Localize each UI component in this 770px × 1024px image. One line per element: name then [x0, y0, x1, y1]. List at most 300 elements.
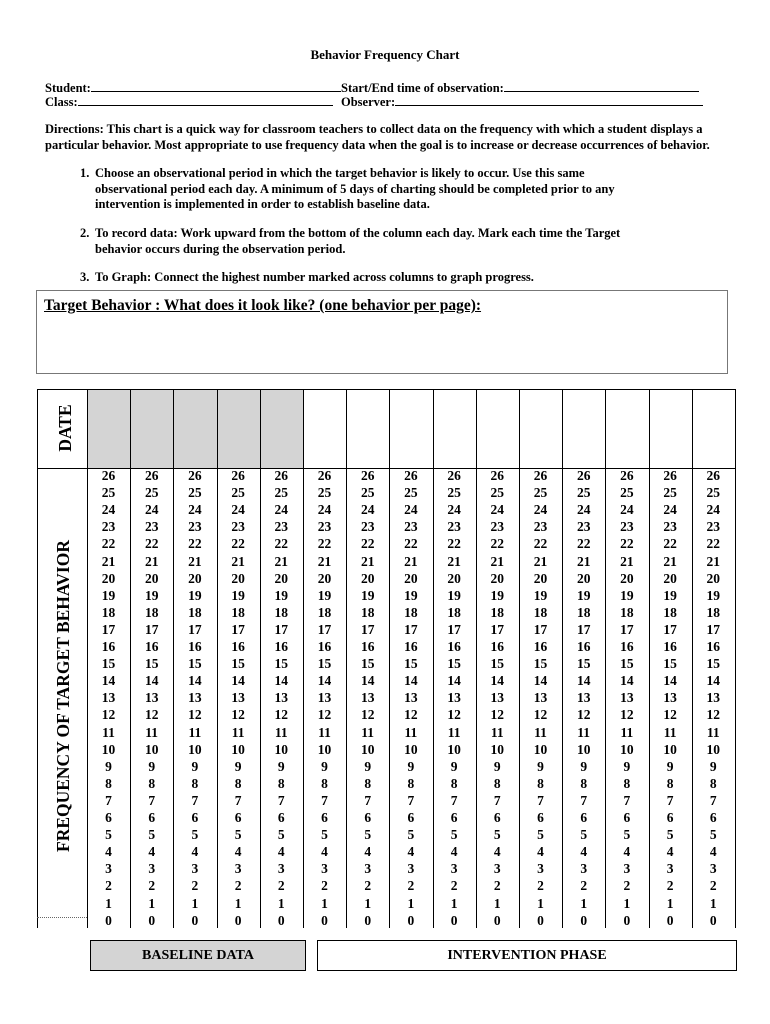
frequency-value: 17 — [274, 621, 289, 637]
frequency-value: 24 — [620, 502, 634, 518]
frequency-value: 24 — [706, 502, 721, 518]
frequency-value: 22 — [404, 536, 418, 552]
frequency-value: 1 — [537, 895, 544, 911]
frequency-value: 7 — [580, 792, 588, 808]
frequency-value: 13 — [360, 690, 375, 706]
frequency-value: 1 — [277, 895, 285, 911]
frequency-value: 13 — [274, 690, 289, 706]
date-entry-cell[interactable] — [303, 390, 346, 468]
date-entry-cell[interactable] — [649, 390, 692, 468]
frequency-value: 15 — [101, 656, 116, 672]
frequency-value: 4 — [277, 844, 285, 860]
frequency-value: 10 — [188, 741, 202, 757]
frequency-value: 0 — [321, 912, 328, 928]
frequency-value: 1 — [148, 895, 156, 911]
frequency-value: 18 — [447, 604, 461, 620]
frequency-value: 16 — [360, 639, 375, 654]
frequency-value: 21 — [274, 553, 289, 569]
frequency-value: 3 — [105, 861, 112, 877]
frequency-value: 2 — [234, 878, 242, 894]
frequency-value: 18 — [144, 604, 159, 620]
frequency-value: 4 — [148, 844, 156, 860]
frequency-value: 15 — [188, 656, 202, 672]
frequency-value: 19 — [490, 587, 505, 603]
frequency-value: 20 — [620, 570, 634, 586]
frequency-value: 19 — [188, 587, 202, 603]
frequency-value: 9 — [105, 758, 112, 774]
frequency-value: 4 — [407, 844, 415, 860]
frequency-value: 3 — [709, 861, 717, 877]
frequency-value: 3 — [450, 861, 458, 877]
frequency-value: 4 — [709, 844, 717, 860]
frequency-value: 17 — [404, 621, 418, 637]
frequency-value: 1 — [191, 895, 199, 911]
frequency-value: 2 — [407, 878, 415, 894]
frequency-value: 11 — [490, 724, 504, 740]
frequency-value: 21 — [404, 553, 418, 569]
frequency-value: 13 — [231, 690, 245, 706]
baseline-data-label: BASELINE DATA — [90, 940, 306, 971]
date-label: DATE — [55, 404, 75, 452]
frequency-value: 5 — [191, 827, 199, 843]
frequency-value: 15 — [533, 656, 548, 672]
frequency-value: 16 — [101, 639, 116, 654]
frequency-value: 7 — [450, 792, 458, 808]
frequency-value: 22 — [360, 536, 375, 552]
step-1-number: 1. — [80, 166, 90, 180]
frequency-value: 20 — [317, 570, 332, 586]
frequency-value: 4 — [364, 844, 372, 860]
frequency-value: 17 — [447, 621, 461, 637]
frequency-value: 8 — [623, 775, 631, 791]
frequency-value: 19 — [576, 587, 591, 603]
frequency-value: 8 — [277, 775, 285, 791]
frequency-value: 11 — [706, 724, 720, 740]
frequency-value: 5 — [709, 827, 717, 843]
frequency-value: 22 — [274, 536, 289, 552]
frequency-value: 11 — [620, 724, 634, 740]
frequency-value: 21 — [188, 553, 202, 569]
frequency-value: 15 — [274, 656, 289, 672]
frequency-value: 24 — [533, 502, 548, 518]
class-field[interactable] — [45, 94, 333, 110]
frequency-value: 18 — [490, 604, 505, 620]
frequency-value: 16 — [533, 639, 548, 654]
frequency-value: 3 — [623, 861, 631, 877]
frequency-value: 11 — [318, 724, 331, 740]
frequency-value: 7 — [191, 792, 199, 808]
frequency-value: 0 — [148, 912, 156, 928]
frequency-value: 8 — [407, 775, 415, 791]
target-behavior-box[interactable] — [36, 290, 728, 374]
frequency-value: 0 — [666, 912, 674, 928]
frequency-value: 19 — [663, 587, 677, 603]
frequency-value: 7 — [364, 792, 372, 808]
frequency-value: 21 — [533, 553, 548, 569]
frequency-value: 5 — [234, 827, 242, 843]
frequency-value: 4 — [580, 844, 588, 860]
frequency-value: 20 — [576, 570, 591, 586]
frequency-value: 2 — [105, 878, 112, 894]
frequency-value: 25 — [188, 485, 202, 501]
frequency-value: 1 — [234, 895, 242, 911]
frequency-value: 0 — [407, 912, 415, 928]
frequency-value: 13 — [317, 690, 332, 706]
frequency-value: 25 — [101, 485, 116, 501]
frequency-value: 18 — [231, 604, 245, 620]
frequency-value: 15 — [447, 656, 461, 672]
frequency-value: 3 — [407, 861, 415, 877]
frequency-value: 17 — [706, 621, 721, 637]
frequency-value: 8 — [148, 775, 156, 791]
date-entry-cell[interactable] — [605, 390, 648, 468]
frequency-value: 25 — [706, 485, 721, 501]
frequency-value: 13 — [144, 690, 159, 706]
frequency-value: 24 — [490, 502, 505, 518]
frequency-value: 20 — [706, 570, 721, 586]
frequency-value: 9 — [234, 758, 242, 774]
frequency-value: 1 — [450, 895, 458, 911]
frequency-value: 0 — [105, 912, 112, 928]
frequency-value: 12 — [706, 707, 721, 723]
frequency-value: 15 — [576, 656, 591, 672]
frequency-value: 2 — [277, 878, 285, 894]
frequency-value: 23 — [404, 519, 418, 535]
frequency-value: 11 — [145, 724, 159, 740]
frequency-value: 17 — [620, 621, 634, 637]
date-entry-cell[interactable] — [173, 390, 216, 468]
frequency-value: 19 — [274, 587, 289, 603]
frequency-value: 9 — [666, 758, 674, 774]
target-behavior-label: Target Behavior : What does it look like? (one behavior per page): — [44, 297, 482, 314]
frequency-value: 23 — [706, 519, 721, 535]
step-1-text: Choose an observational period in which the target behavior is likely to occur. Use this same observational period each day. A minimum of 5 days of charting should be completed prior to any intervention is implemented in order to establish baseline data. — [95, 166, 615, 211]
frequency-value: 20 — [101, 570, 116, 586]
frequency-value: 12 — [317, 707, 332, 723]
frequency-value: 15 — [144, 656, 159, 672]
frequency-value: 16 — [404, 639, 418, 654]
frequency-value: 1 — [407, 895, 415, 911]
date-entry-cell[interactable] — [476, 390, 519, 468]
frequency-value: 26 — [620, 468, 634, 483]
frequency-value: 6 — [364, 810, 372, 825]
frequency-value: 23 — [620, 519, 634, 535]
frequency-value: 24 — [663, 502, 677, 518]
date-entry-cell[interactable] — [519, 390, 562, 468]
frequency-value: 2 — [450, 878, 458, 894]
frequency-value: 25 — [490, 485, 505, 501]
date-entry-cell[interactable] — [130, 390, 173, 468]
frequency-value: 24 — [317, 502, 332, 518]
frequency-value: 7 — [493, 792, 501, 808]
frequency-value: 7 — [321, 792, 328, 808]
frequency-value: 12 — [447, 707, 461, 723]
frequency-value: 17 — [101, 621, 116, 637]
frequency-value: 14 — [533, 673, 548, 689]
frequency-value: 24 — [360, 502, 375, 518]
frequency-value: 2 — [537, 878, 544, 894]
frequency-value: 25 — [360, 485, 375, 501]
frequency-value: 10 — [144, 741, 159, 757]
frequency-value: 21 — [317, 553, 332, 569]
frequency-value: 22 — [663, 536, 677, 552]
frequency-value: 12 — [533, 707, 548, 723]
frequency-value: 24 — [188, 502, 202, 518]
frequency-value: 2 — [148, 878, 156, 894]
frequency-value: 0 — [191, 912, 199, 928]
frequency-value: 7 — [666, 792, 674, 808]
frequency-value: 16 — [274, 639, 289, 654]
frequency-value: 3 — [148, 861, 156, 877]
frequency-value: 14 — [188, 673, 202, 689]
frequency-value: 19 — [101, 587, 116, 603]
frequency-value: 6 — [277, 810, 285, 825]
frequency-value: 20 — [404, 570, 418, 586]
frequency-value: 0 — [709, 912, 717, 928]
frequency-value: 12 — [490, 707, 505, 723]
frequency-value: 20 — [490, 570, 505, 586]
frequency-value: 19 — [706, 587, 721, 603]
frequency-value: 19 — [231, 587, 245, 603]
frequency-value: 9 — [191, 758, 199, 774]
frequency-value: 13 — [533, 690, 548, 706]
frequency-value: 26 — [663, 468, 677, 483]
frequency-value: 11 — [663, 724, 677, 740]
y-axis-label: FREQUENCY OF TARGET BEHAVIOR — [53, 540, 73, 852]
frequency-value: 10 — [490, 741, 505, 757]
frequency-value: 23 — [447, 519, 461, 535]
frequency-value: 6 — [580, 810, 588, 825]
frequency-value: 6 — [191, 810, 199, 825]
frequency-value: 12 — [663, 707, 677, 723]
frequency-value: 5 — [537, 827, 544, 843]
frequency-value: 22 — [101, 536, 116, 552]
frequency-value: 9 — [450, 758, 458, 774]
frequency-value: 16 — [490, 639, 505, 654]
frequency-value: 4 — [537, 844, 544, 860]
grid-left-border — [37, 389, 38, 928]
frequency-value: 3 — [364, 861, 372, 877]
frequency-value: 4 — [666, 844, 674, 860]
frequency-value: 19 — [144, 587, 159, 603]
frequency-value: 5 — [321, 827, 328, 843]
frequency-value: 19 — [317, 587, 332, 603]
date-entry-cell[interactable] — [389, 390, 432, 468]
frequency-value: 1 — [493, 895, 501, 911]
frequency-value: 23 — [317, 519, 332, 535]
frequency-value: 26 — [144, 468, 159, 483]
step-2 — [80, 226, 640, 257]
frequency-value: 23 — [533, 519, 548, 535]
frequency-value: 6 — [321, 810, 328, 825]
frequency-value: 19 — [404, 587, 418, 603]
frequency-value: 19 — [620, 587, 634, 603]
frequency-value: 10 — [663, 741, 677, 757]
frequency-value: 1 — [666, 895, 674, 911]
frequency-value: 5 — [580, 827, 588, 843]
frequency-value: 8 — [709, 775, 717, 791]
frequency-value: 7 — [277, 792, 285, 808]
date-entry-cell[interactable] — [260, 390, 303, 468]
frequency-value: 7 — [709, 792, 717, 808]
frequency-value: 15 — [490, 656, 505, 672]
frequency-value: 0 — [450, 912, 458, 928]
frequency-value: 5 — [364, 827, 372, 843]
frequency-value: 22 — [576, 536, 591, 552]
frequency-value: 26 — [101, 468, 116, 483]
frequency-value: 10 — [101, 741, 116, 757]
frequency-value: 12 — [620, 707, 634, 723]
frequency-value: 8 — [191, 775, 199, 791]
frequency-value: 22 — [533, 536, 548, 552]
frequency-value: 14 — [490, 673, 505, 689]
frequency-value: 17 — [231, 621, 245, 637]
frequency-value: 23 — [188, 519, 202, 535]
frequency-value: 23 — [663, 519, 677, 535]
frequency-value: 14 — [101, 673, 116, 689]
frequency-value: 22 — [231, 536, 245, 552]
frequency-value: 16 — [620, 639, 634, 654]
frequency-value: 18 — [533, 604, 548, 620]
frequency-value: 6 — [709, 810, 717, 825]
frequency-value: 13 — [620, 690, 634, 706]
frequency-value: 23 — [231, 519, 245, 535]
frequency-value: 14 — [620, 673, 634, 689]
frequency-value: 9 — [709, 758, 717, 774]
frequency-value: 21 — [706, 553, 721, 569]
frequency-value: 26 — [447, 468, 461, 483]
date-entry-cell[interactable] — [692, 390, 735, 468]
frequency-value: 23 — [576, 519, 591, 535]
frequency-value: 10 — [620, 741, 634, 757]
frequency-value: 5 — [493, 827, 501, 843]
frequency-value: 25 — [620, 485, 634, 501]
frequency-value: 25 — [533, 485, 548, 501]
frequency-value: 20 — [188, 570, 202, 586]
frequency-value: 6 — [450, 810, 458, 825]
date-entry-cell[interactable] — [562, 390, 605, 468]
frequency-value: 11 — [188, 724, 202, 740]
frequency-value: 23 — [144, 519, 159, 535]
date-entry-cell[interactable] — [217, 390, 260, 468]
frequency-value: 12 — [231, 707, 245, 723]
frequency-value: 14 — [274, 673, 289, 689]
frequency-value: 18 — [620, 604, 634, 620]
frequency-value: 3 — [493, 861, 501, 877]
frequency-value: 11 — [274, 724, 288, 740]
frequency-value: 4 — [450, 844, 458, 860]
frequency-value: 13 — [404, 690, 418, 706]
frequency-value: 8 — [321, 775, 328, 791]
frequency-value: 5 — [148, 827, 156, 843]
frequency-value: 9 — [321, 758, 328, 774]
frequency-value: 23 — [490, 519, 505, 535]
frequency-value: 8 — [666, 775, 674, 791]
frequency-value: 1 — [321, 895, 328, 911]
frequency-value: 5 — [450, 827, 458, 843]
frequency-value: 15 — [231, 656, 245, 672]
frequency-value: 18 — [274, 604, 289, 620]
frequency-value: 18 — [663, 604, 677, 620]
frequency-value: 26 — [274, 468, 289, 483]
frequency-value: 9 — [537, 758, 544, 774]
frequency-value: 2 — [666, 878, 674, 894]
frequency-value: 3 — [580, 861, 588, 877]
frequency-value: 10 — [447, 741, 461, 757]
frequency-value: 11 — [231, 724, 245, 740]
frequency-value: 1 — [709, 895, 717, 911]
frequency-value: 26 — [576, 468, 591, 483]
frequency-value: 14 — [231, 673, 245, 689]
frequency-value: 13 — [447, 690, 461, 706]
frequency-value: 4 — [191, 844, 199, 860]
frequency-value: 16 — [706, 639, 721, 654]
frequency-value: 17 — [360, 621, 375, 637]
frequency-value: 13 — [706, 690, 721, 706]
frequency-value: 21 — [447, 553, 461, 569]
frequency-value: 25 — [231, 485, 245, 501]
frequency-value: 14 — [576, 673, 591, 689]
frequency-value: 8 — [364, 775, 372, 791]
frequency-value: 16 — [144, 639, 159, 654]
frequency-value: 18 — [317, 604, 332, 620]
date-entry-cell[interactable] — [433, 390, 476, 468]
frequency-value: 6 — [623, 810, 631, 825]
frequency-value: 26 — [490, 468, 505, 483]
frequency-value: 15 — [663, 656, 677, 672]
frequency-value: 1 — [580, 895, 588, 911]
frequency-value: 12 — [188, 707, 202, 723]
frequency-value: 9 — [407, 758, 415, 774]
frequency-value: 11 — [447, 724, 461, 740]
frequency-value: 23 — [101, 519, 116, 535]
directions-text: Directions: This chart is a quick way for classroom teachers to collect data on the frequency with which a student displays a particular behavior. Most appropriate to use frequency data when the goal is to increase or decrease occurrences of behavior. — [45, 122, 710, 152]
frequency-value: 25 — [447, 485, 461, 501]
frequency-value: 22 — [620, 536, 634, 552]
frequency-value: 6 — [234, 810, 242, 825]
frequency-value: 0 — [364, 912, 372, 928]
frequency-value: 2 — [580, 878, 588, 894]
frequency-value: 12 — [360, 707, 375, 723]
frequency-value: 14 — [404, 673, 418, 689]
frequency-value: 22 — [447, 536, 461, 552]
frequency-value: 0 — [623, 912, 631, 928]
observer-field[interactable] — [341, 94, 703, 110]
frequency-value: 21 — [490, 553, 505, 569]
frequency-value: 13 — [490, 690, 505, 706]
frequency-value: 14 — [317, 673, 332, 689]
frequency-value: 7 — [623, 792, 631, 808]
frequency-value: 25 — [576, 485, 591, 501]
frequency-value: 22 — [188, 536, 202, 552]
frequency-value: 26 — [360, 468, 375, 483]
frequency-value: 18 — [404, 604, 418, 620]
frequency-value: 12 — [144, 707, 159, 723]
frequency-value: 26 — [404, 468, 418, 483]
frequency-value: 18 — [706, 604, 721, 620]
frequency-value: 24 — [404, 502, 418, 518]
frequency-value: 2 — [709, 878, 717, 894]
frequency-value: 10 — [404, 741, 418, 757]
date-entry-cell[interactable] — [346, 390, 389, 468]
frequency-value: 9 — [277, 758, 285, 774]
frequency-value: 16 — [447, 639, 461, 654]
date-entry-cell[interactable] — [87, 390, 130, 468]
frequency-value: 5 — [623, 827, 631, 843]
frequency-value: 6 — [537, 810, 544, 825]
frequency-value: 10 — [360, 741, 375, 757]
frequency-value: 15 — [360, 656, 375, 672]
